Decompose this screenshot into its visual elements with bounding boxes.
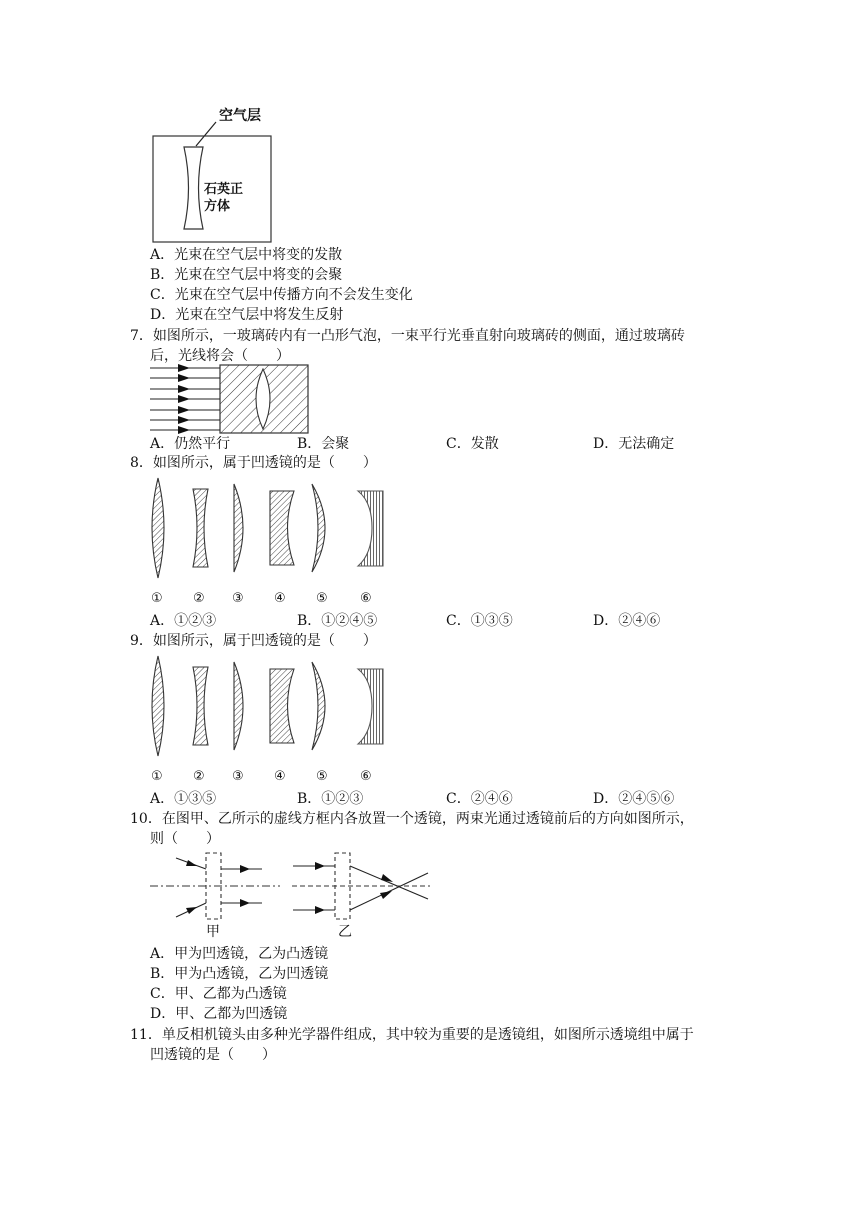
- quartz-label-line1: 石英正: [204, 182, 244, 197]
- q9-option-a: A．①③⑤: [150, 791, 217, 807]
- q10-option-a: A．甲为凹透镜，乙为凸透镜: [150, 946, 329, 962]
- q8-option-c: C．①③⑤: [446, 613, 513, 629]
- label-yi: 乙: [338, 924, 352, 940]
- q7-option-c: C．发散: [446, 436, 499, 452]
- q11-stem-line1: 11．单反相机镜头由多种光学器件组成，其中较为重要的是透镜组，如图所示透境组中属于: [130, 1027, 694, 1043]
- q6-option-d: D．光束在空气层中将发生反射: [150, 307, 344, 323]
- q8-stem: 8．如图所示，属于凹透镜的是（ ）: [130, 455, 377, 471]
- q10-stem-line2: 则（ ）: [150, 831, 220, 847]
- q7-option-a: A．仍然平行: [150, 436, 231, 452]
- label-jia: 甲: [206, 924, 220, 940]
- quartz-label-line2: 方体: [204, 199, 231, 214]
- q7-stem-line2: 后，光线将会（ ）: [150, 348, 290, 364]
- q7-option-b: B．会聚: [297, 436, 350, 452]
- q8-lens-number-1: ①: [151, 591, 163, 606]
- q8-option-b: B．①②④⑤: [297, 613, 378, 629]
- q8-lens-number-5: ⑤: [316, 591, 328, 606]
- q8-lens-number-2: ②: [193, 591, 205, 606]
- q6-option-a: A．光束在空气层中将变的发散: [150, 247, 343, 263]
- q9-option-c: C．②④⑥: [446, 791, 513, 807]
- q9-option-d: D．②④⑤⑥: [593, 791, 675, 807]
- q10-stem-line1: 10．在图甲、乙所示的虚线方框内各放置一个透镜，两束光通过透镜前后的方向如图所示，: [130, 811, 694, 827]
- q8-option-a: A．①②③: [150, 613, 217, 629]
- q9-lens-number-5: ⑤: [316, 769, 328, 784]
- q9-lens-number-1: ①: [151, 769, 163, 784]
- q11-stem-line2: 凹透镜的是（ ）: [150, 1047, 276, 1063]
- q9-stem: 9．如图所示，属于凹透镜的是（ ）: [130, 633, 377, 649]
- q8-lens-number-6: ⑥: [360, 591, 372, 606]
- q6-option-c: C．光束在空气层中传播方向不会发生变化: [150, 287, 413, 303]
- q9-option-b: B．①②③: [297, 791, 364, 807]
- q6-option-b: B．光束在空气层中将变的会聚: [150, 267, 343, 283]
- air-layer-label: 空气层: [219, 108, 261, 124]
- q9-lens-number-2: ②: [193, 769, 205, 784]
- q10-option-b: B．甲为凸透镜，乙为凹透镜: [150, 966, 329, 982]
- q7-stem-line1: 7．如图所示，一玻璃砖内有一凸形气泡，一束平行光垂直射向玻璃砖的侧面，通过玻璃砖: [130, 328, 685, 344]
- q9-lens-number-4: ④: [274, 769, 286, 784]
- q8-lens-number-3: ③: [232, 591, 244, 606]
- q8-lens-number-4: ④: [274, 591, 286, 606]
- q7-option-d: D．无法确定: [593, 436, 675, 452]
- q8-option-d: D．②④⑥: [593, 613, 661, 629]
- q9-lens-number-6: ⑥: [360, 769, 372, 784]
- q10-option-c: C．甲、乙都为凸透镜: [150, 986, 287, 1002]
- q10-option-d: D．甲、乙都为凹透镜: [150, 1006, 288, 1022]
- q9-lens-number-3: ③: [232, 769, 244, 784]
